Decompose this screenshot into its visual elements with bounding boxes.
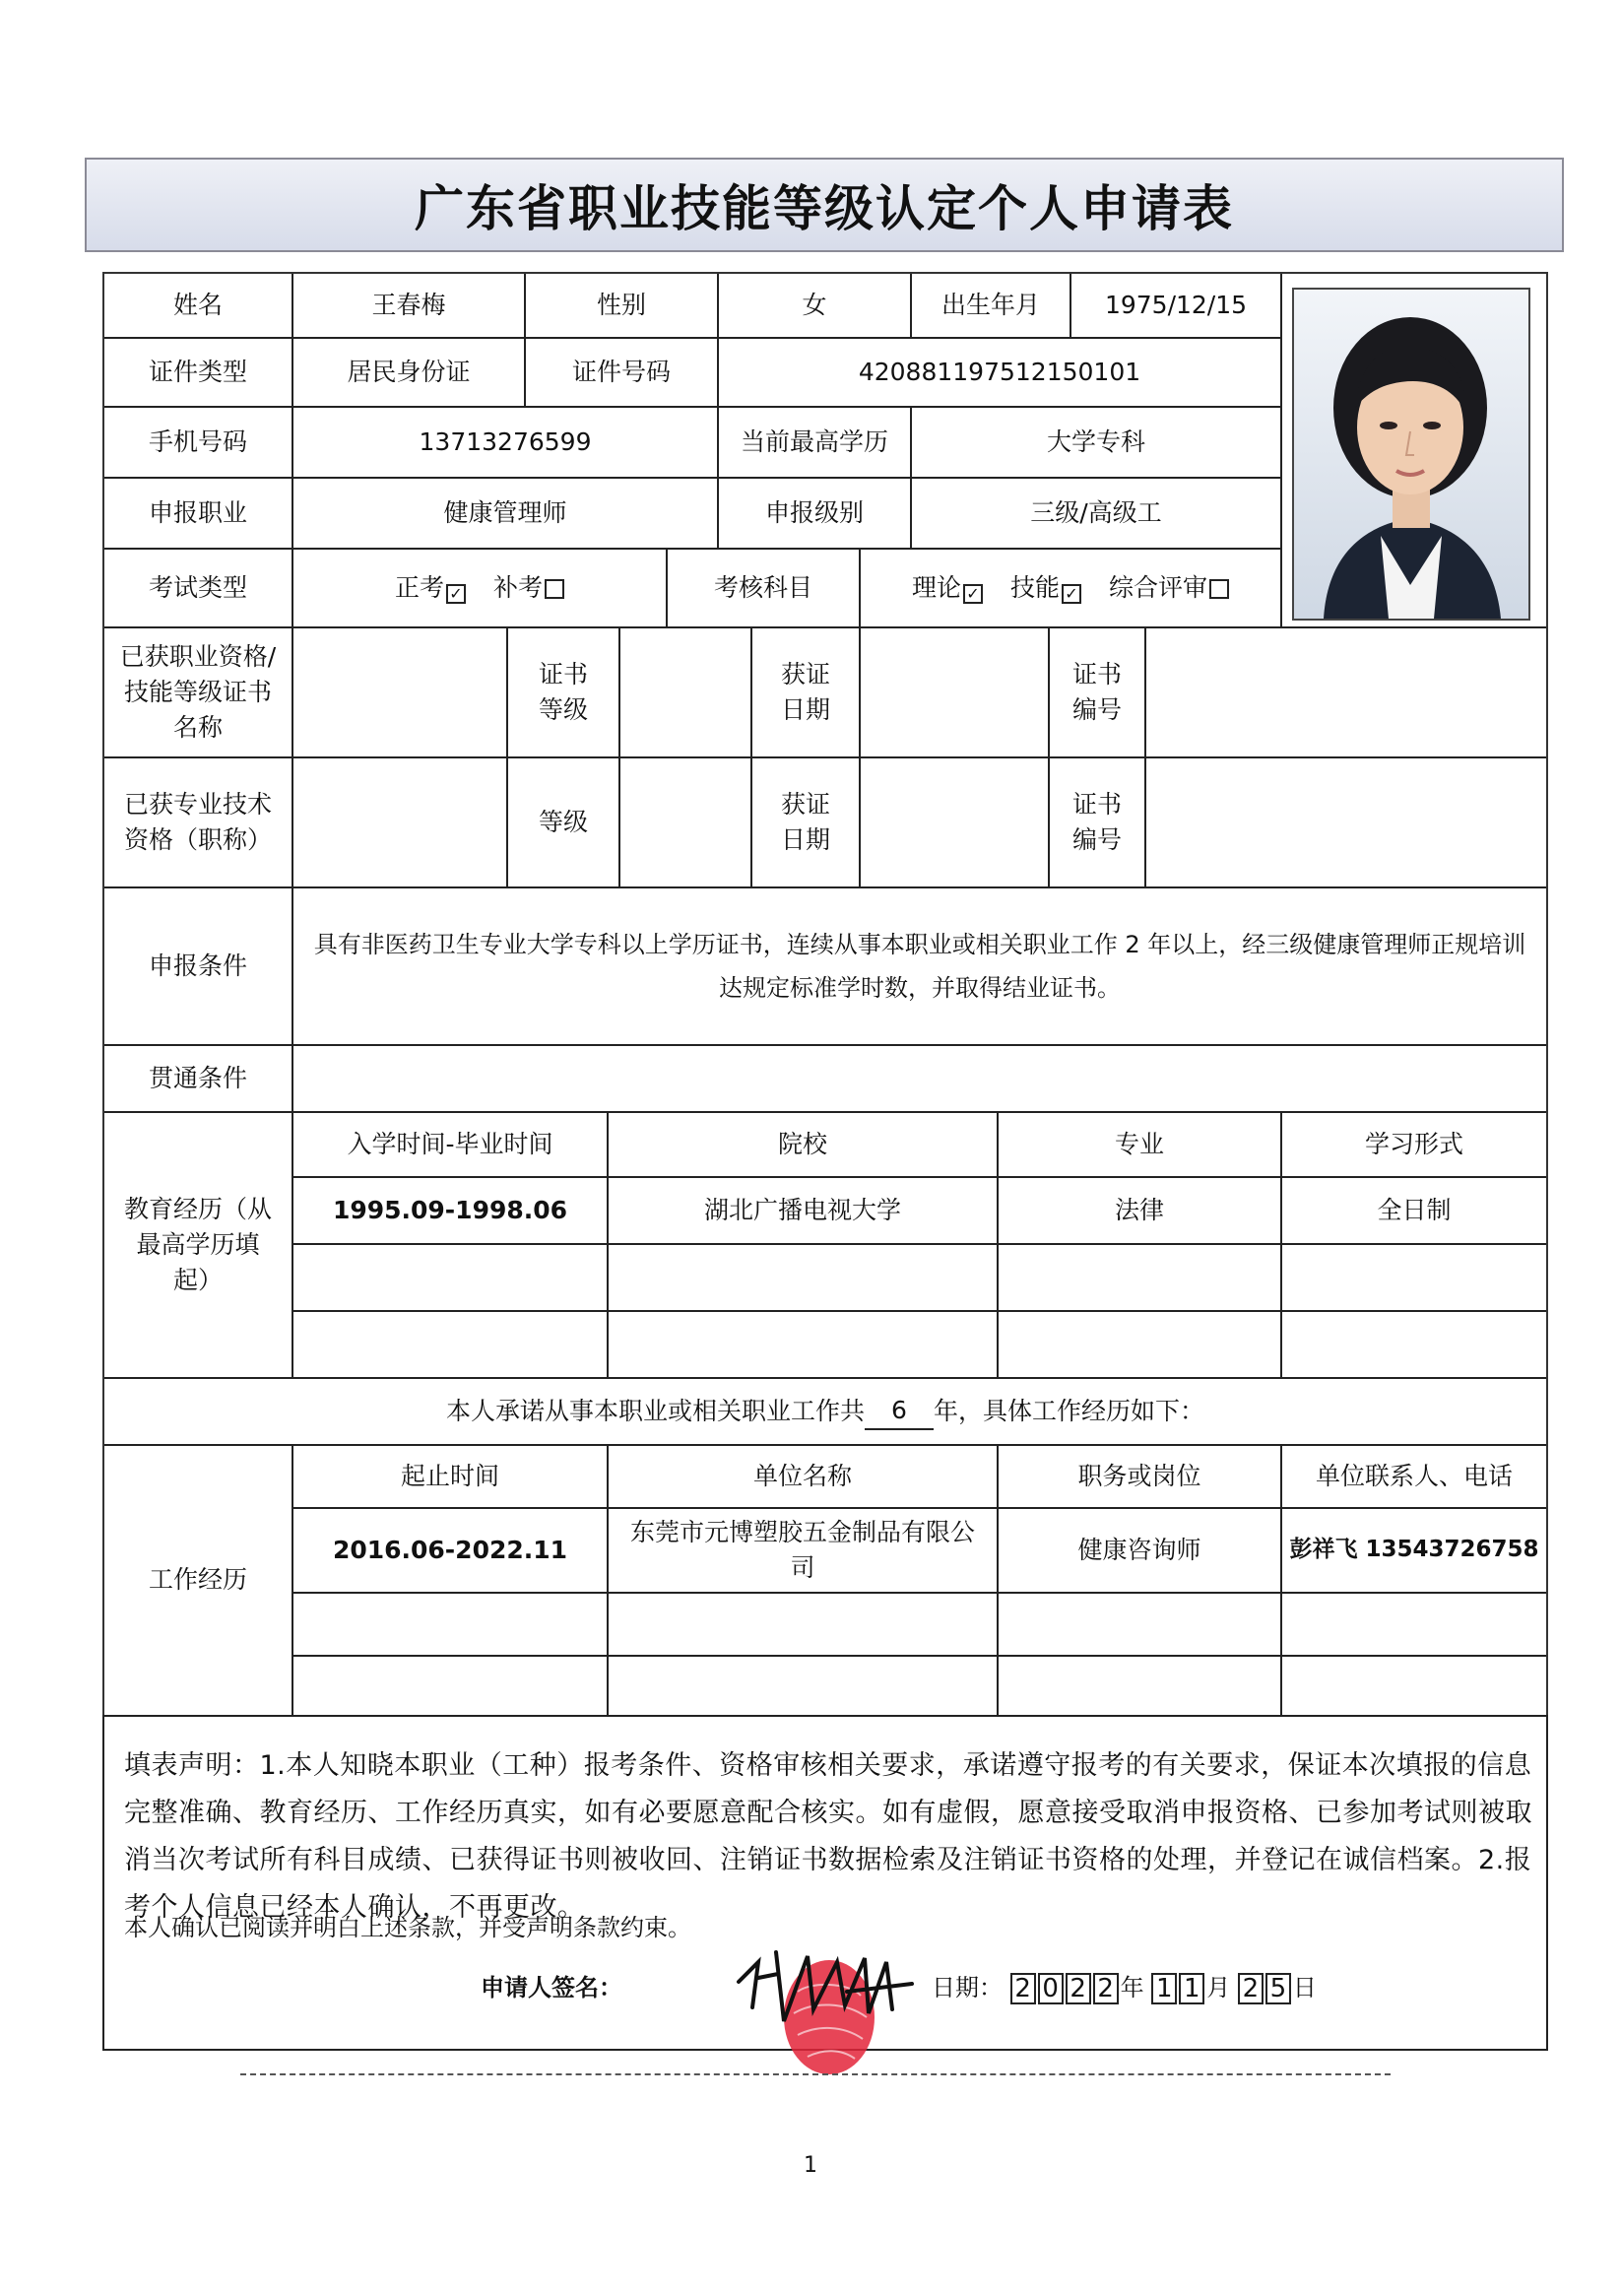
handwritten-signature-with-fingerprint <box>719 1923 936 2090</box>
through-label: 贯通条件 <box>104 1046 293 1113</box>
exam-type-option-regular[interactable] <box>395 570 466 606</box>
edu-empty-cell <box>1282 1312 1546 1379</box>
title-date-label: 获证日期 <box>752 758 861 888</box>
work-header-contact: 单位联系人、电话 <box>1282 1446 1546 1509</box>
day-unit: 日 <box>1292 1974 1317 2001</box>
work-header-position: 职务或岗位 <box>999 1446 1282 1509</box>
id-type-label: 证件类型 <box>104 339 293 408</box>
cert-date-label: 获证日期 <box>752 628 861 758</box>
work-commit-years: 6 <box>865 1393 934 1430</box>
edu-row-period: 1995.09-1998.06 <box>293 1178 609 1245</box>
work-commitment <box>104 1379 1546 1446</box>
education-level-value: 大学专科 <box>912 408 1282 479</box>
id-type-value: 居民身份证 <box>293 339 526 408</box>
gender-value: 女 <box>719 274 912 339</box>
exam-subject-label: 考核科目 <box>668 550 861 628</box>
work-header-period: 起止时间 <box>293 1446 609 1509</box>
id-no-label: 证件号码 <box>526 339 719 408</box>
checkbox-empty-icon[interactable] <box>1209 579 1229 599</box>
month-digit-box: 1 <box>1151 1973 1177 2004</box>
work-row-contact: 彭祥飞 13543726758 <box>1282 1509 1546 1594</box>
year-unit: 年 <box>1120 1974 1144 2001</box>
checkbox-checked-icon[interactable]: ✓ <box>1062 584 1081 604</box>
name-value: 王春梅 <box>293 274 526 339</box>
subject-option-skill[interactable] <box>1010 570 1081 606</box>
through-value <box>293 1046 1546 1113</box>
gender-label: 性别 <box>526 274 719 339</box>
work-empty-cell <box>609 1594 999 1657</box>
work-empty-cell <box>999 1594 1282 1657</box>
form-title-banner <box>85 158 1564 252</box>
id-no-value: 420881197512150101 <box>719 339 1282 408</box>
job-label: 申报职业 <box>104 479 293 550</box>
exam-type-option-label: 补考 <box>493 572 544 602</box>
cert-grade-value <box>620 628 752 758</box>
checkbox-empty-icon[interactable] <box>545 579 564 599</box>
day-digit-box: 5 <box>1265 1973 1291 2004</box>
work-empty-cell <box>1282 1594 1546 1657</box>
year-digit-box: 2 <box>1093 1973 1119 2004</box>
level-label: 申报级别 <box>719 479 912 550</box>
subject-option-review[interactable] <box>1109 570 1229 606</box>
education-level-label: 当前最高学历 <box>719 408 912 479</box>
exam-type-options <box>293 550 668 628</box>
title-no-value <box>1146 758 1546 888</box>
work-label: 工作经历 <box>104 1446 293 1717</box>
edu-row-school: 湖北广播电视大学 <box>609 1178 999 1245</box>
work-empty-cell <box>609 1657 999 1717</box>
education-label: 教育经历（从最高学历填起） <box>104 1113 293 1379</box>
name-label: 姓名 <box>104 274 293 339</box>
declaration-confirm: 本人确认已阅读并明白上述条款，并受声明条款约束。 <box>124 1914 691 1941</box>
title-cert-value <box>293 758 508 888</box>
work-commit-before: 本人承诺从事本职业或相关职业工作共 <box>445 1396 865 1425</box>
checkbox-checked-icon[interactable]: ✓ <box>963 584 983 604</box>
cert-no-value <box>1146 628 1546 758</box>
edu-empty-cell <box>609 1245 999 1312</box>
declaration-text: 填表声明：1.本人知晓本职业（工种）报考条件、资格审核相关要求，承诺遵守报考的有关要求，保证本次填报的信息完整准确、教育经历、工作经历真实，如有必要愿意配合核实。如有虚假，愿意接受取消申报资格、已参加考试则被取消当次考试所有科目成绩、已获得证书则被收回、注销证书数据检索及注销证书资格的处理，并登记在诚信档案。2.报考个人信息已经本人确认，不再更改。 <box>124 1750 1532 1923</box>
form-title: 广东省职业技能等级认定个人申请表 <box>415 180 1234 237</box>
month-unit: 月 <box>1206 1974 1231 2001</box>
work-empty-cell <box>293 1594 609 1657</box>
exam-subject-options <box>861 550 1282 628</box>
edu-empty-cell <box>609 1312 999 1379</box>
subject-option-label: 技能 <box>1009 572 1060 602</box>
birth-label: 出生年月 <box>912 274 1071 339</box>
edu-empty-cell <box>293 1312 609 1379</box>
level-value: 三级/高级工 <box>912 479 1282 550</box>
checkbox-checked-icon[interactable]: ✓ <box>446 584 466 604</box>
edu-header-form: 学习形式 <box>1282 1113 1546 1178</box>
year-digit-box: 2 <box>1066 1973 1091 2004</box>
birth-value: 1975/12/15 <box>1071 274 1282 339</box>
exam-type-option-makeup[interactable] <box>493 570 564 606</box>
page-number: 1 <box>804 2153 817 2178</box>
date-field <box>932 1968 1317 2004</box>
title-no-label: 证书编号 <box>1050 758 1146 888</box>
work-empty-cell <box>293 1657 609 1717</box>
conditions-text: 具有非医药卫生专业大学专科以上学历证书，连续从事本职业或相关职业工作 2 年以上，经三级健康管理师正规培训达规定标准学时数，并取得结业证书。 <box>293 888 1546 1046</box>
title-date-value <box>861 758 1050 888</box>
applicant-photo <box>1292 288 1530 621</box>
work-row-position: 健康咨询师 <box>999 1509 1282 1594</box>
work-header-company: 单位名称 <box>609 1446 999 1509</box>
year-digit-box: 0 <box>1038 1973 1064 2004</box>
title-cert-label: 已获专业技术资格（职称） <box>104 758 293 888</box>
job-value: 健康管理师 <box>293 479 719 550</box>
day-digit-box: 2 <box>1238 1973 1264 2004</box>
edu-empty-cell <box>293 1245 609 1312</box>
edu-header-major: 专业 <box>999 1113 1282 1178</box>
work-empty-cell <box>1282 1657 1546 1717</box>
work-empty-cell <box>999 1657 1282 1717</box>
phone-value: 13713276599 <box>293 408 719 479</box>
cut-line-divider <box>240 2073 1391 2075</box>
year-digit-box: 2 <box>1010 1973 1036 2004</box>
edu-empty-cell <box>1282 1245 1546 1312</box>
work-row-company: 东莞市元博塑胶五金制品有限公司 <box>609 1509 999 1594</box>
subject-option-label: 理论 <box>911 572 961 602</box>
edu-empty-cell <box>999 1312 1282 1379</box>
edu-header-period: 入学时间-毕业时间 <box>293 1113 609 1178</box>
exam-type-label: 考试类型 <box>104 550 293 628</box>
cert-name-label: 已获职业资格/技能等级证书名称 <box>104 628 293 758</box>
work-row-period: 2016.06-2022.11 <box>293 1509 609 1594</box>
edu-row-major: 法律 <box>999 1178 1282 1245</box>
edu-row-form: 全日制 <box>1282 1178 1546 1245</box>
cert-date-value <box>861 628 1050 758</box>
portrait-image <box>1294 290 1528 619</box>
edu-header-school: 院校 <box>609 1113 999 1178</box>
edu-empty-cell <box>999 1245 1282 1312</box>
exam-type-option-label: 正考 <box>394 572 444 602</box>
conditions-label: 申报条件 <box>104 888 293 1046</box>
date-label: 日期： <box>932 1974 1003 2001</box>
cert-no-label: 证书编号 <box>1050 628 1146 758</box>
phone-label: 手机号码 <box>104 408 293 479</box>
subject-option-theory[interactable] <box>912 570 983 606</box>
cert-name-value <box>293 628 508 758</box>
subject-option-label: 综合评审 <box>1109 572 1208 602</box>
cert-grade-label: 证书等级 <box>508 628 620 758</box>
title-grade-label: 等级 <box>508 758 620 888</box>
signature-label: 申请人签名： <box>481 1974 622 2001</box>
title-grade-value <box>620 758 752 888</box>
month-digit-box: 1 <box>1179 1973 1204 2004</box>
work-commit-after: 年，具体工作经历如下： <box>934 1396 1205 1425</box>
